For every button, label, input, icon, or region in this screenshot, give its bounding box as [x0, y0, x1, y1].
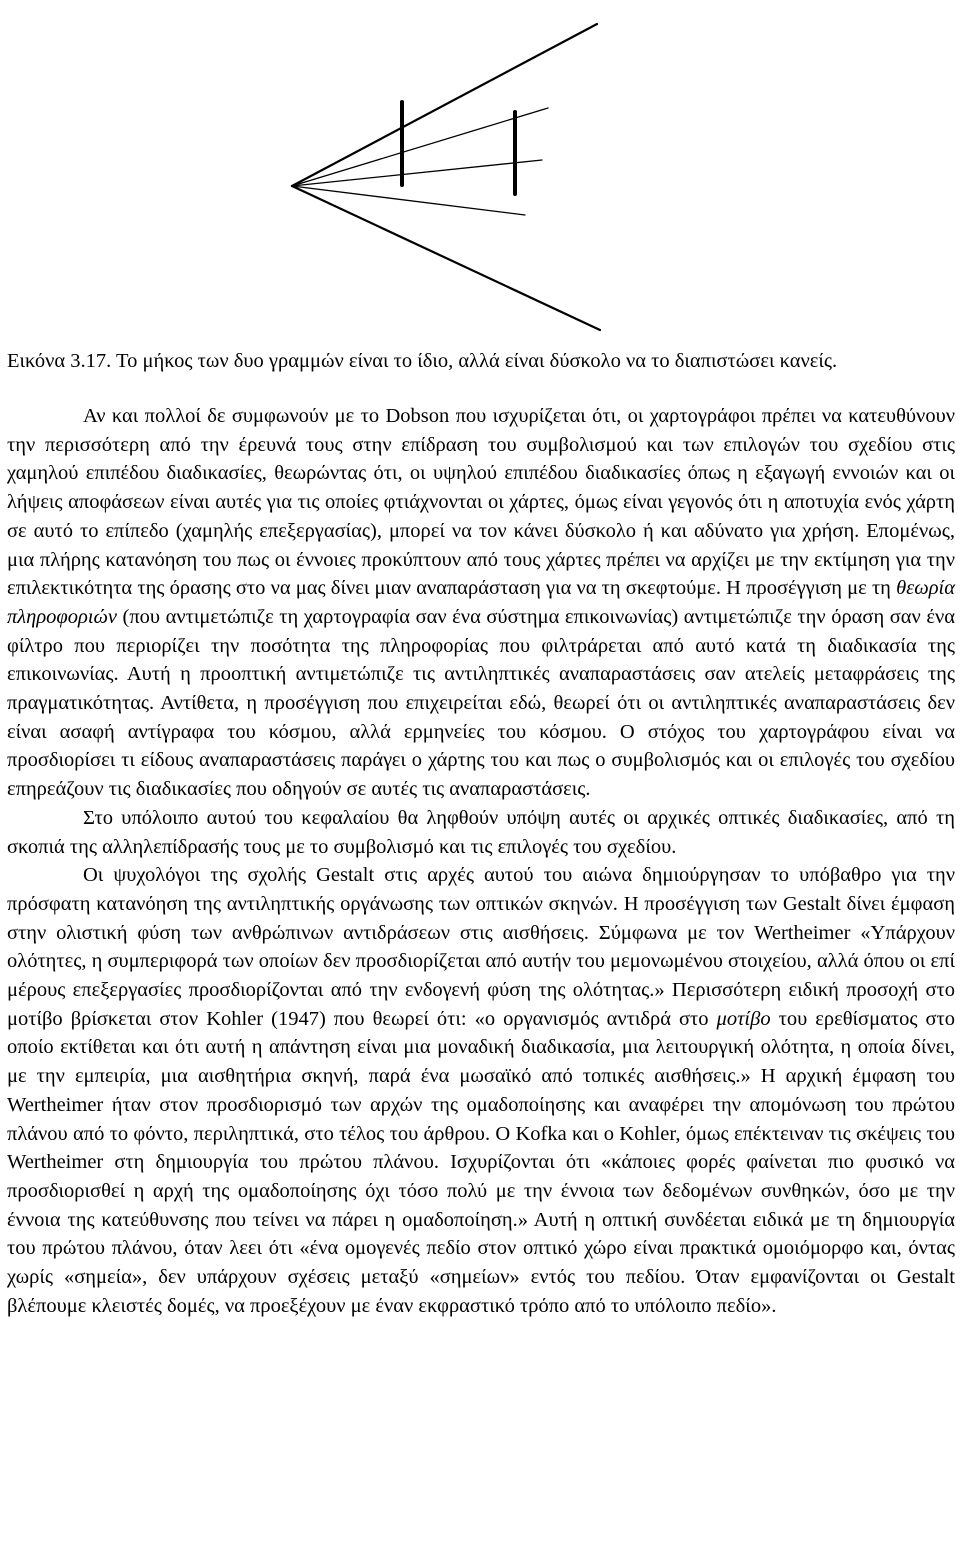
term-information-theory: θεωρία πληροφοριών [7, 577, 955, 628]
figure-caption: Εικόνα 3.17. Το μήκος των δυο γραμμών είναι το ίδιο, αλλά είναι δύσκολο να το διαπιστώσει κανείς. [7, 350, 838, 372]
illusion-figure [0, 0, 960, 340]
ray-lower-inner [292, 186, 525, 215]
paragraph-2-text: Στο υπόλοιπο αυτού του κεφαλαίου θα ληφθούν υπόψη αυτές οι αρχικές οπτικές διαδικασίες, από τη σκοπιά της αλληλεπίδρασής τους με το συμβολισμό και τις επιλογές του σχεδίου. [7, 806, 955, 858]
converging-lines-illusion [0, 0, 960, 340]
paragraph-3 [7, 861, 955, 1320]
paragraph-1-text-b: (που αντιμετώπιζε τη χαρτογραφία σαν ένα σύστημα επικοινωνίας) αντιμετώπιζε την όραση σαν ένα φίλτρο που περιορίζει την ποσότητα της πληροφορίας που φιλτράρεται από αυτό κατά τη διαδικασία της επικοινωνίας. Αυτή η προοπτική αντιμετώπιζε τις αντιληπτικές αναπαραστάσεις σαν ατελείς μεταφράσεις της πραγματικότητας. Αντίθετα, η προσέγγιση που επιχειρείται εδώ, θεωρεί ότι οι αντιληπτικές αναπαραστάσεις δεν είναι ασαφή αντίγραφα του κόσμου, αλλά ερμηνείες του κόσμου. Ο στόχος του χαρτογράφου είναι να προσδιορίσει τι είδους αναπαραστάσεις παράγει ο χάρτης του και πως ο συμβολισμός και οι επιλογές του σχεδίου επηρεάζουν τις διαδικασίες που οδηγούν σε αυτές τις αναπαραστάσεις. [7, 605, 955, 801]
ray-upper [292, 24, 597, 186]
ray-middle [292, 160, 542, 186]
paragraph-3-text-b: του ερεθίσματος στο οποίο εκτίθεται και ότι αυτή η απάντηση είναι μια μοναδική διαδικασία, μια λειτουργική ολότητα, η οποία δίνει, με την εμπειρία, μια αισθητήρια σκηνή, παρά ένα μωσαϊκό από τοπικές αισθήσεις.» Η αρχική έμφαση του Wertheimer ήταν στον προσδιορισμό των αρχών της ομαδοποίησης και αναφέρει την απομόνωση του πρώτου πλάνου από το φόντο, περιληπτικά, στο τέλος του άρθρου. Ο Kofka και ο Kohler, όμως επέκτειναν τις σκέψεις του Wertheimer στη δημιουργία του πρώτου πλάνου. Ισχυρίζονται ότι «κάποιες φορές φαίνεται πιο φυσικό να προσδιορισθεί η αρχή της ομαδοποίησης όχι τόσο πολύ με την έννοια των δεδομένων συνθηκών, όσο με την έννοια της κατεύθυνσης που τείνει να πάρει η ομαδοποίηση.» Αυτή η οπτική συνδέεται ειδικά με τη δημιουργία του πρώτου πλάνου, όταν λεει ότι «ένα ομογενές πεδίο στον οπτικό χώρο είναι πρακτικά ομοιόμορφο και, όντας χωρίς «σημεία», δεν υπάρχουν σχέσεις μεταξύ «σημείων» εντός του πεδίου. Όταν εμφανίζονται οι Gestalt βλέπουμε κλειστές δομές, να προεξέχουν με έναν εκφραστικό τρόπο από το υπόλοιπο πεδίο». [7, 1007, 955, 1317]
paragraph-3-text-a: Οι ψυχολόγοι της σχολής Gestalt στις αρχές αυτού του αιώνα δημιούργησαν το υπόβαθρο για την πρόσφατη κατανόηση της αντιληπτικής οργάνωσης των οπτικών σκηνών. Η προσέγγιση των Gestalt δίνει έμφαση στην ολιστική φύση των ανθρώπινων αντιδράσεων στις αισθήσεις. Σύμφωνα με τον Wertheimer «Υπάρχουν ολότητες, η συμπεριφορά των οποίων δεν προσδιορίζεται από αυτήν του μεμονωμένου στοιχείου, αλλά όπου οι επί μέρους επεξεργασίες προσδιορίζονται από την ενδογενή φύση της ολότητας.» Περισσότερη ειδική προσοχή στο μοτίβο βρίσκεται στον Kohler (1947) που θεωρεί ότι: «ο οργανισμός αντιδρά στο [7, 864, 955, 1030]
term-pattern: μοτίβο [716, 1007, 771, 1030]
paragraph-2 [7, 804, 955, 861]
paragraph-1-text-a: Αν και πολλοί δε συμφωνούν με το Dobson που ισχυρίζεται ότι, οι χαρτογράφοι πρέπει να κατευθύνουν την περισσότερη από την έρευνά τους στην επίδραση του συμβολισμού και των επιλογών του σχεδίου στις χαμηλού επιπέδου διαδικασίες, θεωρώντας ότι, οι υψηλού επιπέδου διαδικασίες όπως η εξαγωγή εννοιών και οι λήψεις αποφάσεων είναι αυτές για τις οποίες φτιάχνονται οι χάρτες, όμως είναι γεγονός ότι η αποτυχία ενός χάρτη σε αυτό το επίπεδο (χαμηλής επεξεργασίας), μπορεί να τον κάνει δύσκολο ή και αδύνατο για χρήση. Επομένως, μια πλήρης κατανόηση του πως οι έννοιες προκύπτουν από τους χάρτες πρέπει να αρχίζει με την εκτίμηση για την επιλεκτικότητα της όρασης στο να μας δίνει μιαν αναπαράσταση για να τη σκεφτούμε. Η προσέγγιση με τη [7, 405, 955, 600]
ray-lower [292, 186, 600, 330]
body-text [7, 402, 955, 1321]
paragraph-1 [7, 402, 955, 804]
ray-upper-inner [292, 108, 548, 186]
